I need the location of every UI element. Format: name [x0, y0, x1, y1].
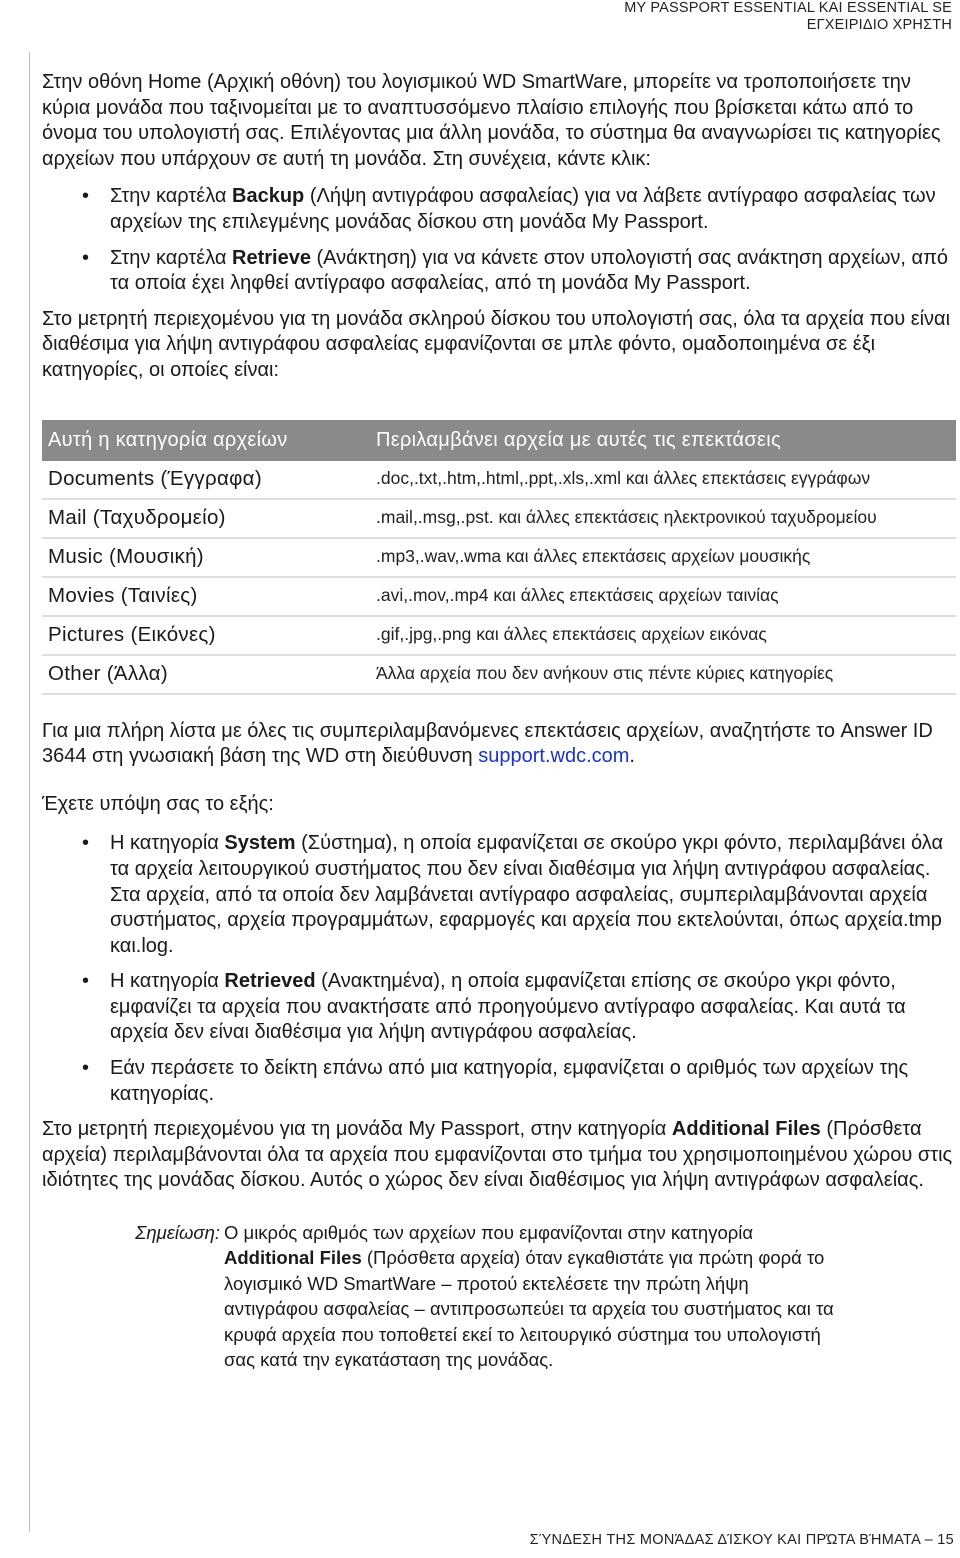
category-cell: Other (Άλλα)	[42, 655, 370, 694]
passport-meter-paragraph	[42, 1117, 954, 1194]
content-meter-paragraph: Στο μετρητή περιεχομένου για τη μονάδα σκληρού δίσκου του υπολογιστή σας, όλα τα αρχεία που είναι διαθέσιμα για λήψη αντιγράφου ασφαλείας εμφανίζονται σε μπλε φόντο, ομαδοποιημένα σε έξι κατηγορίες, οι οποίες είναι:	[42, 307, 951, 381]
bullet-bold: Retrieved	[224, 970, 316, 993]
extensions-cell: Άλλα αρχεία που δεν ανήκουν στις πέντε κύριες κατηγορίες	[370, 655, 956, 694]
bullet-pre: Η κατηγορία	[110, 970, 225, 993]
bullet-bold: System	[224, 832, 296, 855]
bullet-post: (Σύστημα), η οποία εμφανίζεται σε σκούρο γκρι φόντο, περιλαμβάνει όλα τα αρχεία λειτουργικού συστήματος που δεν είναι διαθέσιμα για λήψη αντιγράφου ασφαλείας. Στα αρχεία, από τα οποία δεν λαμβάνεται αντίγραφο ασφαλείας, συμπεριλαμβάνονται αρχεία συστήματος, αρχεία προγραμμάτων, εφαρμογές και αρχεία που εκτελούνται, όπως αρχεία.tmp και.log.	[110, 832, 944, 957]
table-row	[42, 655, 956, 694]
bullet-post: (Λήψη αντιγράφου ασφαλείας) για να λάβετε αντίγραφο ασφαλείας των αρχείων της επιλεγμένης μονάδας δίσκου στη μονάδα My Passport.	[110, 185, 936, 233]
table-header-row	[42, 420, 956, 461]
note-block	[42, 1220, 954, 1372]
page-body	[42, 70, 954, 1372]
note-text	[224, 1220, 844, 1372]
header-manual-title: ΕΓΧΕΙΡΙΔΙΟ ΧΡΗΣΤΗ	[806, 17, 952, 33]
bullet-pre: Η κατηγορία	[110, 832, 225, 855]
list-item	[42, 184, 954, 235]
extensions-cell: .doc,.txt,.htm,.html,.ppt,.xls,.xml και άλλες επεκτάσεις εγγράφων	[370, 461, 956, 499]
note-bold: Additional Files	[224, 1247, 362, 1269]
bullet-bold: Backup	[232, 185, 305, 208]
passport-pre: Στο μετρητή περιεχομένου για τη μονάδα My Passport, στην κατηγορία	[42, 1118, 672, 1141]
bullet-pre: Στην καρτέλα	[110, 185, 233, 208]
notes-bullet-list	[42, 831, 954, 1107]
table-row	[42, 538, 956, 577]
passport-post: (Πρόσθετα αρχεία) περιλαμβάνονται όλα τα αρχεία που εμφανίζονται στο τμήμα του χρησιμοποιημένου χώρου στις ιδιότητες της μονάδας δίσκου. Αυτός ο χώρος δεν είναι διαθέσιμος για λήψη αντιγράφων ασφαλείας.	[42, 1118, 953, 1192]
full-list-end: .	[629, 745, 635, 768]
bullet-bold: Retrieve	[232, 246, 311, 269]
note-post: (Πρόσθετα αρχεία) όταν εγκαθιστάτε για πρώτη φορά το λογισμικό WD SmartWare – προτού εκτελέσετε την πρώτη λήψη αντιγράφου ασφαλείας – αντιπροσωπεύει τα αρχεία του συστήματος και τα κρυφά αρχεία που τοποθετεί εκεί το λειτουργικό σύστημα του υπολογιστή σας κατά την εγκατάσταση της μονάδας.	[224, 1247, 834, 1371]
bullet-post: (Ανάκτηση) για να κάνετε στον υπολογιστή σας ανάκτηση αρχείων, από τα οποία έχει ληφθεί αντίγραφο ασφαλείας, από τη μονάδα My Passport.	[110, 246, 949, 295]
bullet-pre: Στην καρτέλα	[110, 246, 233, 269]
list-item	[42, 1056, 954, 1107]
extensions-cell: .avi,.mov,.mp4 και άλλες επεκτάσεις αρχείων ταινίας	[370, 577, 956, 616]
passport-bold: Additional Files	[671, 1118, 821, 1141]
extensions-cell: .mail,.msg,.pst. και άλλες επεκτάσεις ηλεκτρονικού ταχυδρομείου	[370, 499, 956, 538]
header-product-title: MY PASSPORT ESSENTIAL KAI ESSENTIAL SE	[624, 0, 952, 16]
support-link[interactable]: support.wdc.com	[478, 745, 630, 768]
note-label: Σημείωση:	[135, 1222, 220, 1244]
full-list-paragraph	[42, 719, 954, 770]
tab-bullet-list	[42, 184, 954, 296]
category-cell: Movies (Ταινίες)	[42, 577, 370, 616]
column-header-category: Αυτή η κατηγορία αρχείων	[42, 420, 370, 461]
list-item	[42, 246, 954, 297]
bullet-post: Εάν περάσετε το δείκτη επάνω από μια κατηγορία, εμφανίζεται ο αριθμός των αρχείων της κατηγορίας.	[110, 1057, 909, 1105]
list-item	[42, 969, 954, 1046]
keep-in-mind-heading: Έχετε υπόψη σας το εξής:	[42, 792, 274, 815]
table-row	[42, 616, 956, 655]
bullet-post: (Ανακτημένα), η οποία εμφανίζεται επίσης σε σκούρο γκρι φόντο, εμφανίζει τα αρχεία που ανακτήσατε από προηγούμενο αντίγραφο ασφαλείας. Και αυτά τα αρχεία δεν είναι διαθέσιμα για λήψη αντιγράφου ασφαλείας.	[110, 970, 906, 1044]
table-row	[42, 577, 956, 616]
extensions-cell: .gif,.jpg,.png και άλλες επεκτάσεις αρχείων εικόνας	[370, 616, 956, 655]
extensions-cell: .mp3,.wav,.wma και άλλες επεκτάσεις αρχείων μουσικής	[370, 538, 956, 577]
note-pre: Ο μικρός αριθμός των αρχείων που εμφανίζονται στην κατηγορία	[224, 1222, 754, 1244]
list-item	[42, 831, 954, 959]
category-cell: Music (Μουσική)	[42, 538, 370, 577]
left-margin-rule	[29, 52, 30, 1532]
category-cell: Mail (Ταχυδρομείο)	[42, 499, 370, 538]
running-header	[624, 0, 952, 34]
category-table	[42, 420, 956, 695]
intro-paragraph: Στην οθόνη Home (Αρχική οθόνη) του λογισμικού WD SmartWare, μπορείτε να τροποποιήσετε την κύρια μονάδα που ταξινομείται με το αναπτυσσόμενο πλαίσιο επιλογής που βρίσκεται κάτω από το όνομα του υπολογιστή σας. Επιλέγοντας μια άλλη μονάδα, το σύστημα θα αναγνωρίσει τις κατηγορίες αρχείων που υπάρχουν σε αυτή τη μονάδα. Στη συνέχεια, κάντε κλικ:	[42, 71, 941, 170]
category-cell: Pictures (Εικόνες)	[42, 616, 370, 655]
category-cell: Documents (Έγγραφα)	[42, 461, 370, 499]
running-footer: ΣΎΝΔΕΣΗ ΤΗΣ ΜΟΝΆΔΑΣ ΔΊΣΚΟΥ ΚΑΙ ΠΡΏΤΑ ΒΉΜΑΤΑ – 15	[529, 1532, 954, 1548]
column-header-extensions: Περιλαμβάνει αρχεία με αυτές τις επεκτάσεις	[370, 420, 956, 461]
table-row	[42, 499, 956, 538]
table-row	[42, 461, 956, 499]
full-list-text: Για μια πλήρη λίστα με όλες τις συμπεριλαμβανόμενες επεκτάσεις αρχείων, αναζητήστε το Answer ID 3644 στη γνωσιακή βάση της WD στη διεύθυνση	[42, 719, 933, 768]
